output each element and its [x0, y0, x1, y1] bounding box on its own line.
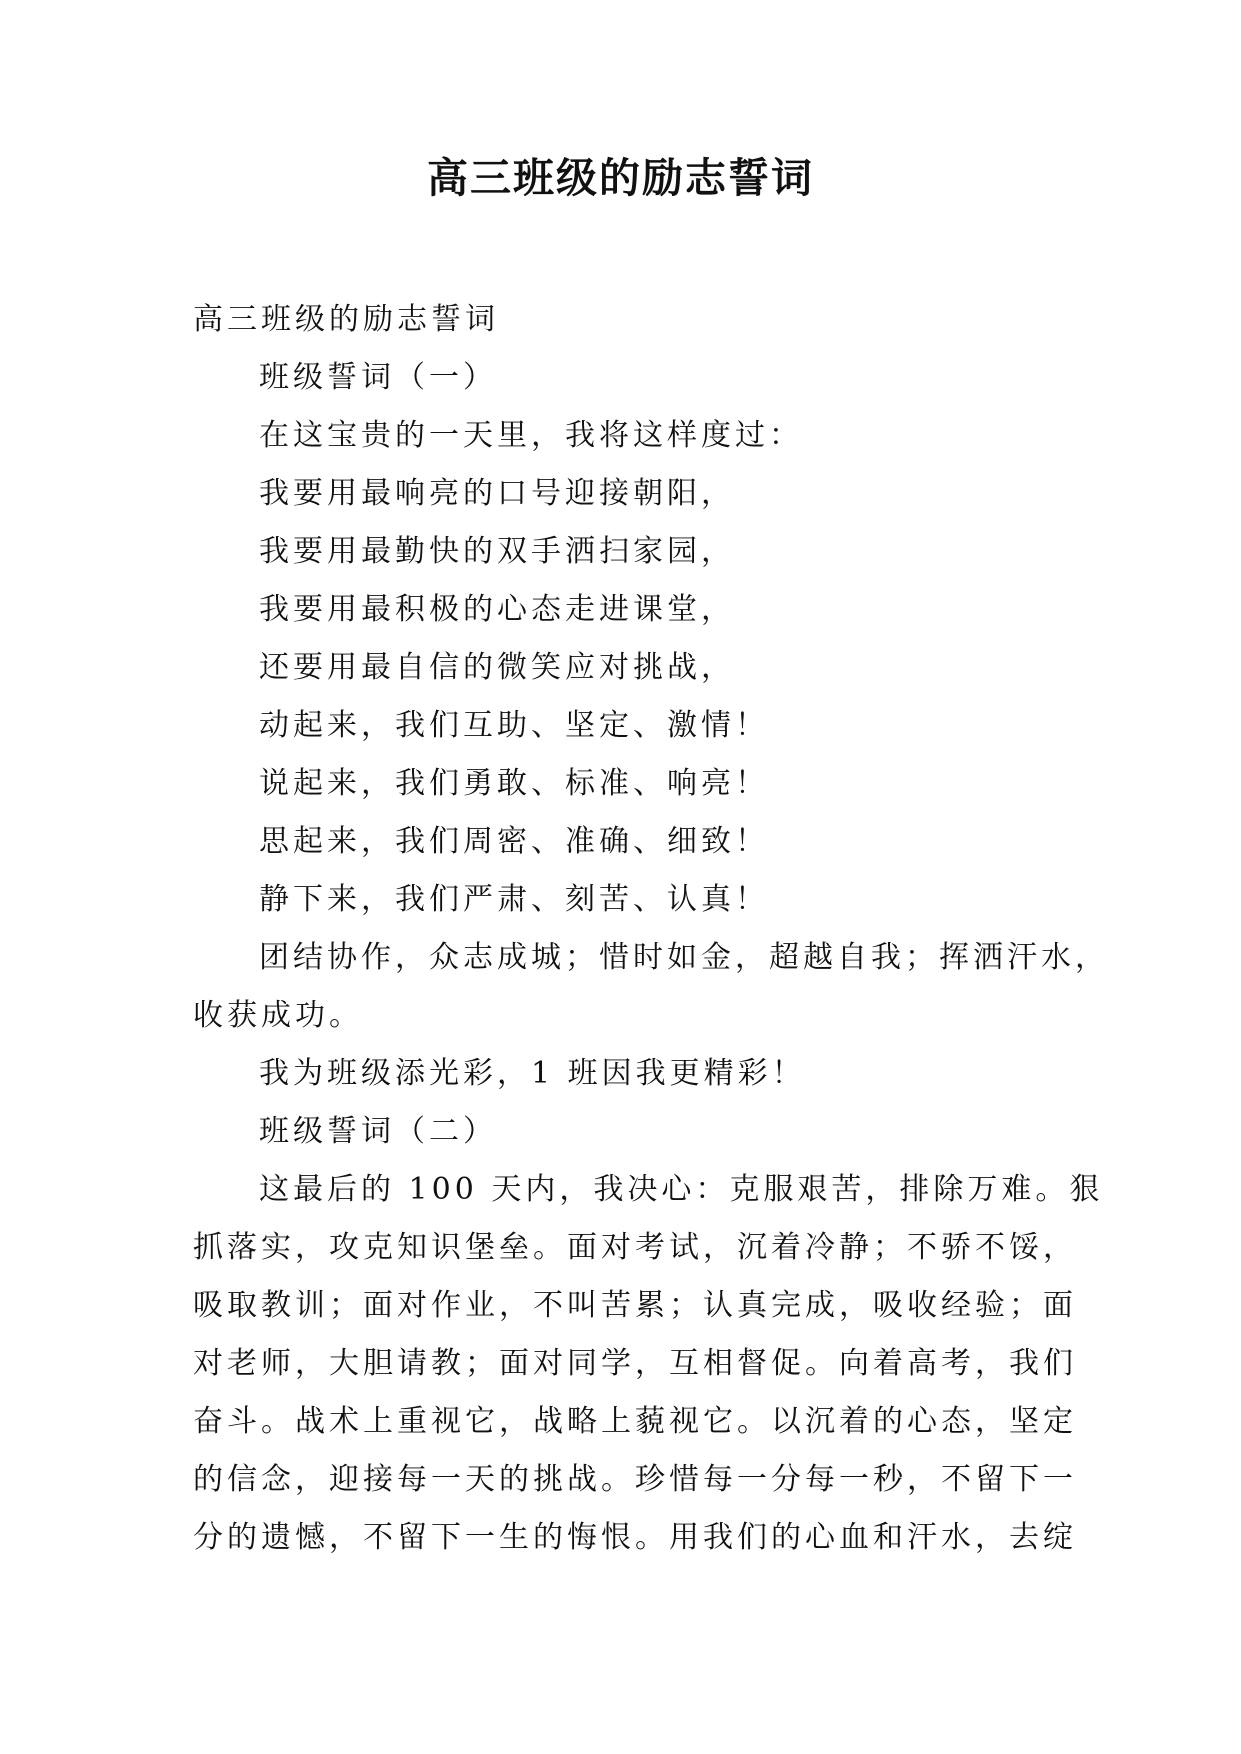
- body-line: 团结协作，众志成城；惜时如金，超越自我；挥洒汗水，: [259, 940, 1109, 975]
- document-body: [193, 291, 1109, 1567]
- body-line: 收获成功。: [193, 998, 363, 1033]
- body-line: 这最后的 100 天内，我决心：克服艰苦，排除万难。狠: [259, 1172, 1104, 1207]
- body-line: 动起来，我们互助、坚定、激情！: [259, 708, 769, 743]
- body-line: 对老师，大胆请教；面对同学，互相督促。向着高考，我们: [193, 1346, 1077, 1381]
- document-title: 高三班级的励志誓词: [427, 154, 814, 202]
- body-line: 思起来，我们周密、准确、细致！: [259, 824, 769, 859]
- body-line: 我为班级添光彩，1 班因我更精彩！: [259, 1056, 806, 1091]
- body-line: 奋斗。战术上重视它，战略上藐视它。以沉着的心态，坚定: [193, 1404, 1077, 1439]
- body-line: 我要用最响亮的口号迎接朝阳，: [259, 476, 735, 511]
- body-line: 在这宝贵的一天里，我将这样度过：: [259, 418, 803, 453]
- section-heading-one: 班级誓词（一）: [259, 360, 497, 395]
- body-line: 分的遗憾，不留下一生的悔恨。用我们的心血和汗水，去绽: [193, 1520, 1077, 1555]
- body-line: 我要用最勤快的双手洒扫家园，: [259, 534, 735, 569]
- body-line: 的信念，迎接每一天的挑战。珍惜每一分每一秒，不留下一: [193, 1462, 1077, 1497]
- body-line: 吸取教训；面对作业，不叫苦累；认真完成，吸收经验；面: [193, 1288, 1077, 1323]
- body-line: 抓落实，攻克知识堡垒。面对考试，沉着冷静；不骄不馁，: [193, 1230, 1077, 1265]
- body-line: 说起来，我们勇敢、标准、响亮！: [259, 766, 769, 801]
- body-line: 我要用最积极的心态走进课堂，: [259, 592, 735, 627]
- body-line: 还要用最自信的微笑应对挑战，: [259, 650, 735, 685]
- body-line: 静下来，我们严肃、刻苦、认真！: [259, 882, 769, 917]
- section-heading-two: 班级誓词（二）: [259, 1114, 497, 1149]
- body-line-heading: 高三班级的励志誓词: [193, 302, 499, 337]
